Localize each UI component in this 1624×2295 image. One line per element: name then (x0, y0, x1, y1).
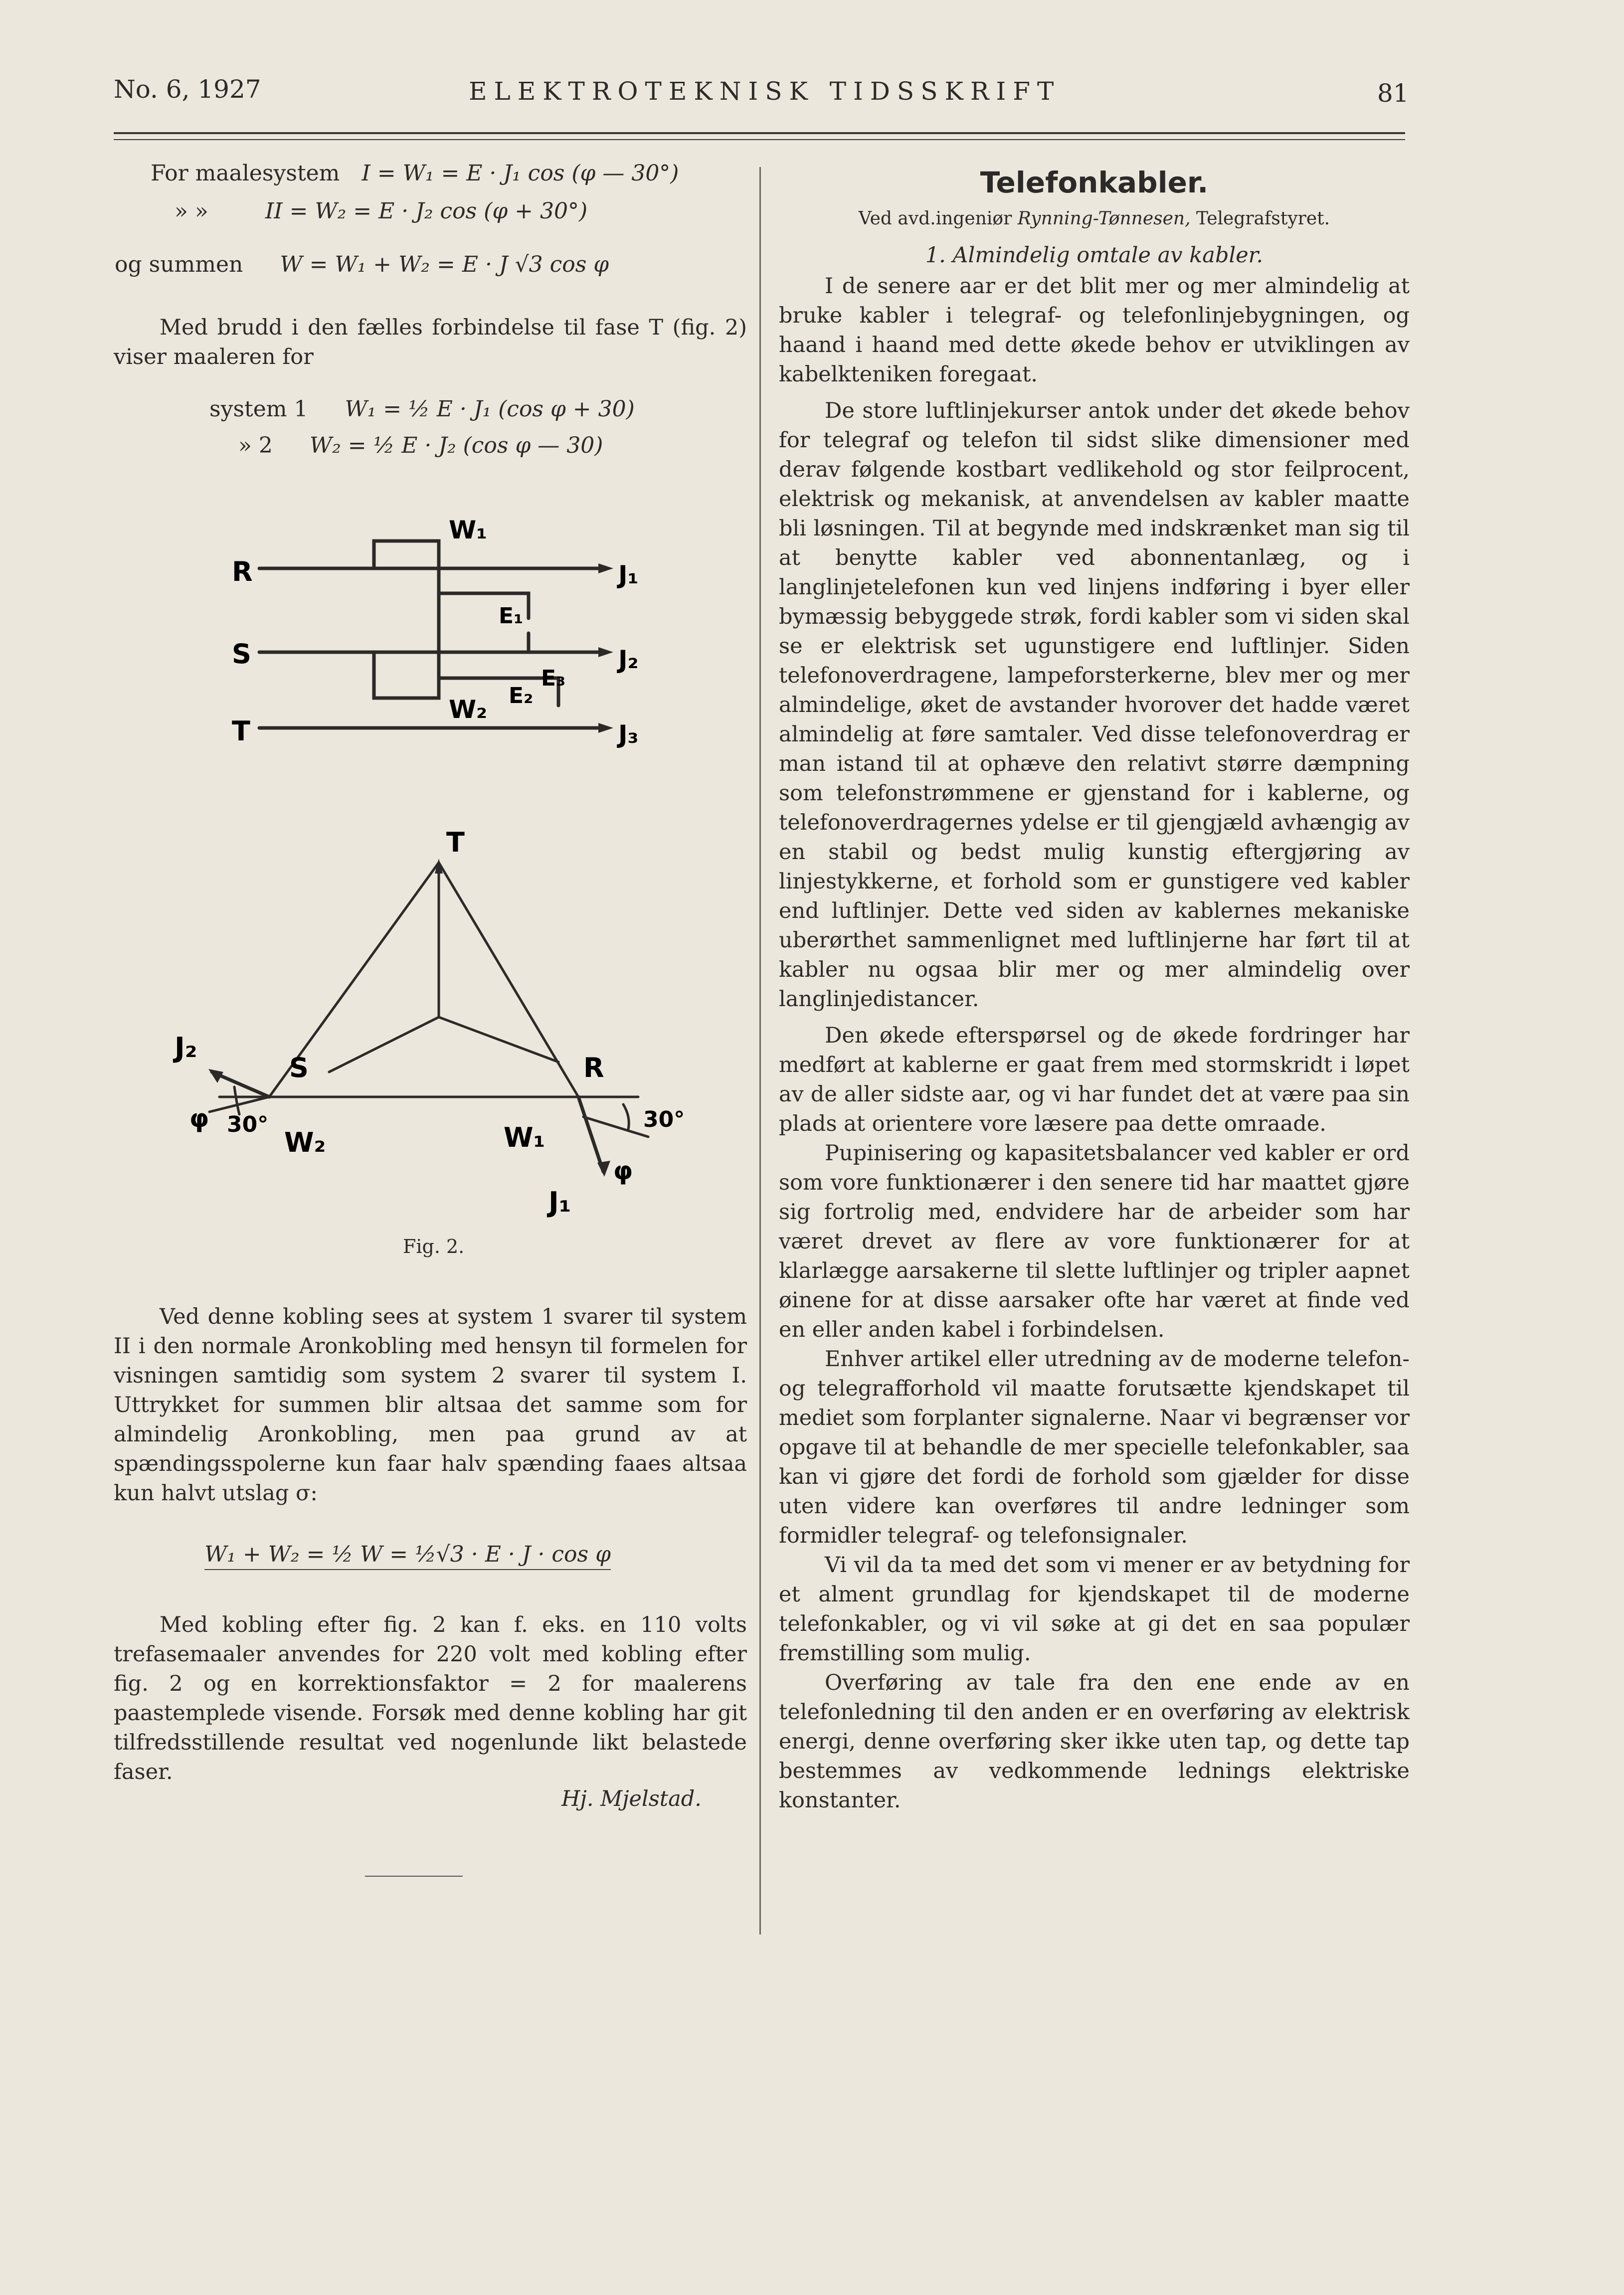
byline-author: Rynning-Tønnesen, (1017, 208, 1191, 229)
vector-label-R: R (583, 1052, 604, 1083)
body-paragraph: De store luftlinjekurser antok under det økede behov for telegraf og telefon til sidst slike dimensioner med derav følgende kostbart vedlikehold og stor feilprocent, elektrisk og mekanisk, at anvendelsen av kabler maatte bli løsningen. Til at begynde med indskrænket man sig til at benytte kabler ved abonnentanlæg, og i langlinjetelefonen kun ved linjens indføring i byer eller bymæssig bebyggede strøk, fordi kabler som vi siden skal se er elektrisk set ugunstigere end luftlinjer. Siden telefonoverdragene, lampeforsterkerne, blev mer og mer almindelige, øket de avstander hvorover det hadde været almindelig at føre samtaler. Ved disse telefonoverdrag er man istand til at ophæve den relativt større dæmpning som telefonstrømmene er gjenstand for i kablerne, og telefonoverdragernes ydelse er til gjengjæld avhængig av en stabil og bedst mulig kunstig eftergjøring av linjestykkerne, et forhold som er gunstigere ved kabler end luftlinjer. Dette ved siden av kablernes mekaniske uberørthet sammenlignet med luftlinjerne har ført til at kabler nu ogsaa blir mer og mer almindelig over langlinjedistancer. (779, 398, 1410, 1012)
byline-suffix: Telegrafstyret. (1196, 208, 1330, 229)
para-110-text: Med kobling efter fig. 2 kan f. eks. en 110 volts trefasemaaler anvendes for 220 volt med kobling efter fig. 2 og en korrektionsfaktor = 2 for maalerens paastemplede visende. Forsøk med denne kobling har git tilfredsstillende resultat ved nogenlunde likt belastede faser. (114, 1612, 747, 1784)
eq3-prefix: og summen (115, 252, 243, 277)
equation-final (204, 1542, 611, 1570)
sys2-body: W₂ = ½ E · J₂ (cos φ — 30) (309, 433, 603, 458)
circuit-label-J1: J₁ (618, 560, 639, 589)
eq3-body: W = W₁ + W₂ = E · J √3 cos φ (280, 252, 609, 277)
article-body (779, 272, 1410, 1815)
issue-label: No. 6, 1927 (114, 75, 261, 104)
equation-sys1 (209, 396, 635, 422)
eq-sum-body: W₁ + W₂ = ½ W = ½√3 · E · J · cos φ (204, 1542, 611, 1567)
paragraph-110 (114, 1610, 747, 1787)
page-header (0, 75, 1624, 120)
sys2-prefix: » 2 (238, 433, 273, 458)
para-kobling-text: Ved denne kobling sees at system 1 svarer til system II i den normale Aronkobling med hensyn til formelen for visningen samtidig som system 2 svarer til system I. Uttrykket for summen blir altsaa det samme som for almindelig Aronkobling, men paa grund av at spændingsspolerne kun faar halv spænding faaes altsaa kun halvt utslag σ: (114, 1304, 747, 1506)
article-telefonkabler (779, 160, 1410, 1815)
equation-system-1 (151, 161, 679, 186)
eq1-body: I = W₁ = E · J₁ cos (φ — 30°) (361, 161, 679, 186)
signature: Hj. Mjelstad. (561, 1786, 702, 1811)
eq2-prefix: » » (175, 198, 208, 224)
end-rule (365, 1876, 463, 1877)
vector-label-phi-left: φ (189, 1104, 209, 1133)
byline-prefix: Ved avd.ingeniør (858, 208, 1012, 229)
circuit-label-J2: J₂ (618, 645, 639, 674)
circuit-label-E3: E₃ (541, 666, 566, 691)
circuit-label-E1: E₁ (499, 603, 524, 629)
circuit-label-J3: J₃ (618, 720, 639, 749)
vector-label-phi-right: φ (613, 1156, 633, 1185)
vector-diagram (170, 828, 708, 1227)
circuit-label-T: T (232, 715, 250, 747)
body-paragraph: Overføring av tale fra den ene ende av en telefonledning til den anden er en overføring av elektrisk energi, denne overføring sker ikke uten tap, og dette tap bestemmes av vedkommende lednings elektriske konstanter. (779, 1670, 1410, 1813)
vector-label-T: T (446, 828, 465, 858)
circuit-label-R: R (232, 556, 253, 587)
body-paragraph: I de senere aar er det blit mer og mer almindelig at bruke kabler i telegraf- og telefonlinjebygningen, og haand i haand med dette økede behov er utviklingen av kabelkteniken foregaat. (779, 274, 1410, 387)
eq1-prefix: For maalesystem (151, 161, 340, 186)
para-brudd-text: Med brudd i den fælles forbindelse til fase T (fig. 2) viser maaleren for (114, 315, 747, 369)
article-byline (779, 208, 1410, 229)
figure-caption: Fig. 2. (403, 1236, 465, 1257)
circuit-label-W1: W₁ (449, 519, 488, 544)
section-heading: 1. Almindelig omtale av kabler. (925, 243, 1263, 268)
vector-label-angle-left: 30° (227, 1112, 269, 1137)
body-paragraph: Enhver artikel eller utredning av de moderne telefon- og telegrafforhold vil maatte forutsætte kjendskapet til mediet som forplanter signalerne. Naar vi begrænser vor opgave til at behandle de mer specielle telefonkabler, saa kan vi gjøre det fordi de forhold som gjælder for disse uten videre kan overføres til andre ledninger som formidler telegraf- og telefonsignaler. (779, 1347, 1410, 1548)
circuit-label-S: S (232, 638, 251, 670)
header-rule-thin (114, 139, 1405, 140)
body-paragraph: Vi vil da ta med det som vi mener er av betydning for et alment grundlag for kjendskapet til de moderne telefonkabler, og vi vil søke at gi det en saa populær fremstilling som mulig. (779, 1553, 1410, 1666)
vector-label-J1: J₁ (548, 1186, 571, 1219)
article-title: Telefonkabler. (980, 166, 1209, 199)
journal-title: ELEKTROTEKNISK TIDSSKRIFT (469, 77, 1061, 106)
vector-label-W1: W₁ (504, 1122, 545, 1153)
page-number: 81 (1377, 79, 1409, 108)
body-paragraph: Den økede efterspørsel og de økede fordringer har medført at kablerne er gaat frem med stormskridt i løpet av de aller sidste aar, og vi har fundet det at være paa sin plads at orientere vore læsere paa dette omraade. (779, 1023, 1410, 1136)
header-rule (114, 132, 1405, 134)
body-paragraph: Pupinisering og kapasitetsbalancer ved kabler er ord som vore funktionærer i den senere tid har maattet gjøre sig fortrolig med, endvidere har de arbeider som har været drevet av flere av vore funktionærer for at klarlægge aarsakerne til slette luftlinjer og tripler aapnet øinene for at disse aarsaker ofte har været at finde ved en eller anden kabel i forbindelsen. (779, 1141, 1410, 1342)
sys1-prefix: system 1 (209, 396, 308, 422)
circuit-label-W2: W₂ (449, 695, 488, 724)
vector-label-J2: J₂ (175, 1032, 197, 1064)
vector-label-angle-right: 30° (643, 1107, 685, 1132)
equation-sys2 (238, 433, 603, 458)
sys1-body: W₁ = ½ E · J₁ (cos φ + 30) (345, 396, 635, 422)
equation-system-2 (175, 198, 587, 224)
equation-sum (115, 252, 609, 277)
eq2-body: II = W₂ = E · J₂ cos (φ + 30°) (265, 198, 588, 224)
vector-label-W2: W₂ (284, 1127, 326, 1158)
circuit-label-E2: E₂ (509, 683, 534, 708)
column-divider (759, 167, 761, 1935)
circuit-diagram (219, 519, 698, 758)
paragraph-kobling (114, 1302, 747, 1508)
paragraph-brudd (114, 313, 747, 372)
vector-label-S: S (289, 1052, 309, 1083)
